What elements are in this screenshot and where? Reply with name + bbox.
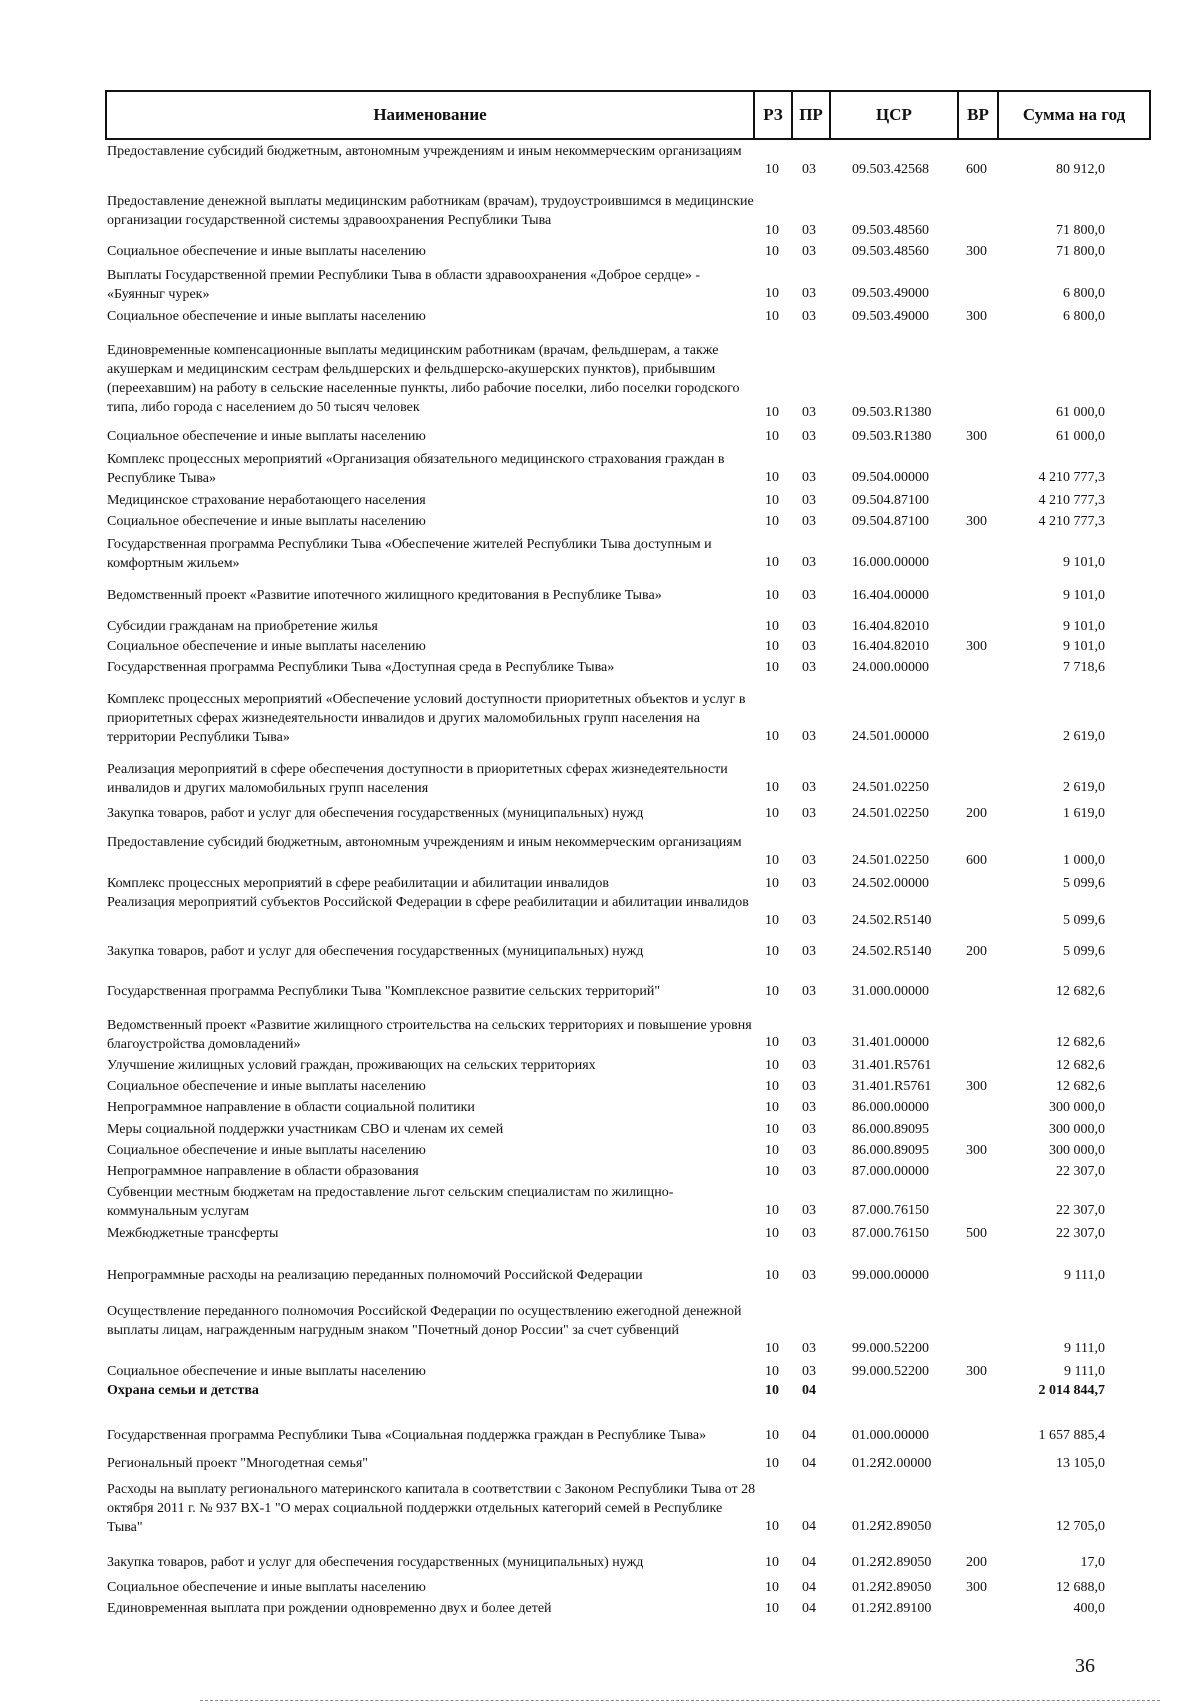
row-csr-cell: 31.401.R5761 bbox=[852, 1058, 932, 1073]
row-sum-cell: 300 000,0 bbox=[1049, 1122, 1105, 1137]
row-name-cell: Улучшение жилищных условий граждан, проживающих на сельских территориях bbox=[107, 1058, 596, 1073]
row-sum-cell: 71 800,0 bbox=[1056, 244, 1105, 259]
row-sum-cell: 17,0 bbox=[1080, 1555, 1105, 1570]
row-vr-cell: 300 bbox=[966, 639, 987, 654]
row-rz-cell: 10 bbox=[765, 984, 779, 999]
row-name-cell: Социальное обеспечение и иные выплаты населению bbox=[107, 429, 426, 444]
row-vr-cell: 300 bbox=[966, 514, 987, 529]
row-sum-cell: 9 111,0 bbox=[1064, 1341, 1105, 1356]
row-name-cell: Ведомственный проект «Развитие ипотечного жилищного кредитования в Республике Тыва» bbox=[107, 588, 662, 603]
row-pr-cell: 03 bbox=[802, 984, 816, 999]
row-name-cell: Государственная программа Республики Тыва "Комплексное развитие сельских территорий" bbox=[107, 984, 661, 999]
row-sum-cell: 12 682,6 bbox=[1056, 1058, 1105, 1073]
row-csr-cell: 24.502.R5140 bbox=[852, 913, 932, 928]
table-row bbox=[0, 1016, 1200, 1052]
row-name-cell: Меры социальной поддержки участникам СВО и членам их семей bbox=[107, 1122, 504, 1137]
table-row bbox=[0, 1578, 1200, 1597]
row-name-cell: Субвенции местным бюджетам на предоставление льгот сельским специалистам по жилищно-коммунальным услугам bbox=[107, 1185, 674, 1219]
row-rz-cell: 10 bbox=[765, 1580, 779, 1595]
row-sum-cell: 9 101,0 bbox=[1063, 588, 1105, 603]
row-csr-cell: 09.504.87100 bbox=[852, 514, 929, 529]
row-csr-cell: 16.000.00000 bbox=[852, 555, 929, 570]
row-csr-cell: 01.2Я2.89050 bbox=[852, 1555, 932, 1570]
table-row bbox=[0, 586, 1200, 605]
table-row bbox=[0, 833, 1200, 870]
row-sum-cell: 5 099,6 bbox=[1063, 944, 1105, 959]
row-csr-cell: 09.503.42568 bbox=[852, 162, 929, 177]
row-rz-cell: 10 bbox=[765, 1428, 779, 1443]
row-vr-cell: 600 bbox=[966, 853, 987, 868]
row-pr-cell: 03 bbox=[802, 1341, 816, 1356]
row-csr-cell: 24.501.02250 bbox=[852, 806, 929, 821]
row-pr-cell: 03 bbox=[802, 493, 816, 508]
table-row bbox=[0, 1120, 1200, 1139]
row-name-cell: Выплаты Государственной премии Республики Тыва в области здравоохранения «Доброе сердце» - «Буянныг чурек» bbox=[107, 268, 701, 302]
row-csr-cell: 87.000.76150 bbox=[852, 1203, 929, 1218]
row-csr-cell: 87.000.00000 bbox=[852, 1164, 929, 1179]
row-csr-cell: 24.502.00000 bbox=[852, 876, 929, 891]
row-vr-cell: 300 bbox=[966, 1580, 987, 1595]
row-rz-cell: 10 bbox=[765, 1203, 779, 1218]
row-rz-cell: 10 bbox=[765, 1226, 779, 1241]
row-csr-cell: 09.503.48560 bbox=[852, 244, 929, 259]
table-row bbox=[0, 1183, 1200, 1220]
row-rz-cell: 10 bbox=[765, 913, 779, 928]
row-sum-cell: 1 657 885,4 bbox=[1038, 1428, 1105, 1443]
row-rz-cell: 10 bbox=[765, 1058, 779, 1073]
row-csr-cell: 01.2Я2.89050 bbox=[852, 1519, 932, 1534]
row-sum-cell: 22 307,0 bbox=[1056, 1164, 1105, 1179]
row-pr-cell: 03 bbox=[802, 1164, 816, 1179]
row-rz-cell: 10 bbox=[765, 1555, 779, 1570]
row-vr-cell: 300 bbox=[966, 309, 987, 324]
row-sum-cell: 12 705,0 bbox=[1056, 1519, 1105, 1534]
row-rz-cell: 10 bbox=[765, 619, 779, 634]
row-name-cell: Медицинское страхование неработающего населения bbox=[107, 493, 426, 508]
row-sum-cell: 9 101,0 bbox=[1063, 619, 1105, 634]
row-csr-cell: 31.401.00000 bbox=[852, 1035, 929, 1050]
table-row bbox=[0, 1454, 1200, 1473]
table-row bbox=[0, 804, 1200, 823]
row-name-cell: Непрограммные расходы на реализацию переданных полномочий Российской Федерации bbox=[107, 1268, 643, 1283]
row-rz-cell: 10 bbox=[765, 286, 779, 301]
row-rz-cell: 10 bbox=[765, 853, 779, 868]
header-csr: ЦСР bbox=[831, 92, 959, 138]
row-csr-cell: 09.504.00000 bbox=[852, 470, 929, 485]
row-rz-cell: 10 bbox=[765, 1164, 779, 1179]
row-sum-cell: 13 105,0 bbox=[1056, 1456, 1105, 1471]
row-name-cell: Реализация мероприятий в сфере обеспечения доступности в приоритетных сферах жизнедеятельности инвалидов и других маломобильных групп населения bbox=[107, 762, 728, 796]
row-rz-cell: 10 bbox=[765, 1100, 779, 1115]
row-csr-cell: 09.503.48560 bbox=[852, 223, 929, 238]
table-row bbox=[0, 982, 1200, 1001]
row-pr-cell: 03 bbox=[802, 1203, 816, 1218]
table-row bbox=[0, 617, 1200, 636]
row-pr-cell: 03 bbox=[802, 913, 816, 928]
header-sum: Сумма на год bbox=[1022, 105, 1126, 124]
row-sum-cell: 12 688,0 bbox=[1056, 1580, 1105, 1595]
row-rz-cell: 10 bbox=[765, 1601, 779, 1616]
row-name-cell: Охрана семьи и детства bbox=[107, 1383, 259, 1398]
row-name-cell: Ведомственный проект «Развитие жилищного строительства на сельских территориях и повышение уровня благоустройства домовладений» bbox=[107, 1018, 752, 1052]
header-name: Наименование bbox=[107, 92, 755, 138]
row-sum-cell: 300 000,0 bbox=[1049, 1100, 1105, 1115]
row-name-cell: Единовременные компенсационные выплаты медицинским работникам (врачам, фельдшерам, а также акушеркам и медицинским сестрам фельдшерских и фельдшерско-акушерских пунктов), прибывшим (переехавшим) на работу в сельские населенные пункты, либо рабочие поселки, либо поселки городского типа, либо города с населением до 50 тысяч человек bbox=[107, 343, 740, 415]
table-row bbox=[0, 1599, 1200, 1618]
row-csr-cell: 16.404.00000 bbox=[852, 588, 929, 603]
row-sum-cell: 300 000,0 bbox=[1049, 1143, 1105, 1158]
row-pr-cell: 03 bbox=[802, 1268, 816, 1283]
table-row bbox=[0, 1056, 1200, 1075]
row-pr-cell: 03 bbox=[802, 1079, 816, 1094]
row-name-cell: Реализация мероприятий субъектов Российской Федерации в сфере реабилитации и абилитации инвалидов bbox=[107, 895, 749, 910]
row-rz-cell: 10 bbox=[765, 309, 779, 324]
table-row bbox=[0, 1141, 1200, 1160]
row-vr-cell: 300 bbox=[966, 1143, 987, 1158]
row-csr-cell: 09.503.49000 bbox=[852, 309, 929, 324]
table-row bbox=[0, 1362, 1200, 1381]
row-rz-cell: 10 bbox=[765, 806, 779, 821]
row-pr-cell: 03 bbox=[802, 244, 816, 259]
row-rz-cell: 10 bbox=[765, 660, 779, 675]
row-csr-cell: 31.401.R5761 bbox=[852, 1079, 932, 1094]
row-name-cell: Социальное обеспечение и иные выплаты населению bbox=[107, 514, 426, 529]
table-row bbox=[0, 690, 1200, 746]
table-row bbox=[0, 1553, 1200, 1572]
row-sum-cell: 5 099,6 bbox=[1063, 913, 1105, 928]
row-pr-cell: 03 bbox=[802, 729, 816, 744]
row-name-cell: Комплекс процессных мероприятий в сфере реабилитации и абилитации инвалидов bbox=[107, 876, 609, 891]
row-rz-cell: 10 bbox=[765, 244, 779, 259]
row-csr-cell: 01.000.00000 bbox=[852, 1428, 929, 1443]
row-sum-cell: 12 682,6 bbox=[1056, 984, 1105, 999]
row-csr-cell: 09.503.R1380 bbox=[852, 429, 932, 444]
table-row bbox=[0, 760, 1200, 797]
row-csr-cell: 99.000.52200 bbox=[852, 1341, 929, 1356]
row-pr-cell: 04 bbox=[802, 1580, 816, 1595]
row-vr-cell: 300 bbox=[966, 1364, 987, 1379]
row-sum-cell: 9 101,0 bbox=[1063, 555, 1105, 570]
table-row bbox=[0, 637, 1200, 656]
row-rz-cell: 10 bbox=[765, 944, 779, 959]
row-pr-cell: 03 bbox=[802, 1364, 816, 1379]
row-csr-cell: 16.404.82010 bbox=[852, 639, 929, 654]
row-name-cell: Социальное обеспечение и иные выплаты населению bbox=[107, 1143, 426, 1158]
row-name-cell: Межбюджетные трансферты bbox=[107, 1226, 279, 1241]
row-sum-cell: 9 111,0 bbox=[1064, 1364, 1105, 1379]
header-rz: РЗ bbox=[755, 92, 793, 138]
row-sum-cell: 12 682,6 bbox=[1056, 1079, 1105, 1094]
row-rz-cell: 10 bbox=[765, 1122, 779, 1137]
table-row bbox=[0, 874, 1200, 893]
row-rz-cell: 10 bbox=[765, 162, 779, 177]
row-sum-cell: 80 912,0 bbox=[1056, 162, 1105, 177]
row-pr-cell: 04 bbox=[802, 1555, 816, 1570]
row-csr-cell: 86.000.89095 bbox=[852, 1143, 929, 1158]
row-pr-cell: 04 bbox=[802, 1456, 816, 1471]
row-name-cell: Непрограммное направление в области образования bbox=[107, 1164, 419, 1179]
row-rz-cell: 10 bbox=[765, 470, 779, 485]
row-rz-cell: 10 bbox=[765, 405, 779, 420]
row-name-cell: Предоставление денежной выплаты медицинским работникам (врачам), трудоустроившимся в медицинские организации государственной системы здравоохранения Республики Тыва bbox=[107, 194, 754, 228]
row-csr-cell: 99.000.52200 bbox=[852, 1364, 929, 1379]
row-vr-cell: 300 bbox=[966, 244, 987, 259]
header-vr: ВР bbox=[959, 92, 999, 138]
table-row bbox=[0, 1162, 1200, 1181]
row-sum-cell: 71 800,0 bbox=[1056, 223, 1105, 238]
row-pr-cell: 04 bbox=[802, 1601, 816, 1616]
row-sum-cell: 22 307,0 bbox=[1056, 1203, 1105, 1218]
row-rz-cell: 10 bbox=[765, 493, 779, 508]
row-pr-cell: 03 bbox=[802, 309, 816, 324]
row-rz-cell: 10 bbox=[765, 729, 779, 744]
row-name-cell: Социальное обеспечение и иные выплаты населению bbox=[107, 244, 426, 259]
row-vr-cell: 200 bbox=[966, 1555, 987, 1570]
row-pr-cell: 03 bbox=[802, 1122, 816, 1137]
row-csr-cell: 01.2Я2.00000 bbox=[852, 1456, 932, 1471]
row-sum-cell: 9 101,0 bbox=[1063, 639, 1105, 654]
row-sum-cell: 61 000,0 bbox=[1056, 429, 1105, 444]
page-number: 36 bbox=[1075, 1655, 1095, 1677]
row-csr-cell: 24.502.R5140 bbox=[852, 944, 932, 959]
row-sum-cell: 2 619,0 bbox=[1063, 729, 1105, 744]
table-row bbox=[0, 512, 1200, 531]
table-row bbox=[0, 1302, 1200, 1358]
row-vr-cell: 600 bbox=[966, 162, 987, 177]
row-csr-cell: 86.000.00000 bbox=[852, 1100, 929, 1115]
row-name-cell: Социальное обеспечение и иные выплаты населению bbox=[107, 1580, 426, 1595]
row-sum-cell: 5 099,6 bbox=[1063, 876, 1105, 891]
row-name-cell: Социальное обеспечение и иные выплаты населению bbox=[107, 309, 426, 324]
row-name-cell: Комплекс процессных мероприятий «Обеспечение условий доступности приоритетных объектов и услуг в приоритетных сферах жизнедеятельности инвалидов и других маломобильных групп населения на территории Республики Тыва» bbox=[107, 692, 746, 745]
table-row bbox=[0, 341, 1200, 422]
row-pr-cell: 03 bbox=[802, 1035, 816, 1050]
row-sum-cell: 12 682,6 bbox=[1056, 1035, 1105, 1050]
row-name-cell: Субсидии гражданам на приобретение жилья bbox=[107, 619, 378, 634]
table-row bbox=[0, 242, 1200, 261]
row-pr-cell: 03 bbox=[802, 1058, 816, 1073]
row-csr-cell: 31.000.00000 bbox=[852, 984, 929, 999]
row-pr-cell: 03 bbox=[802, 514, 816, 529]
row-pr-cell: 03 bbox=[802, 1226, 816, 1241]
row-csr-cell: 86.000.89095 bbox=[852, 1122, 929, 1137]
row-csr-cell: 01.2Я2.89100 bbox=[852, 1601, 932, 1616]
row-name-cell: Закупка товаров, работ и услуг для обеспечения государственных (муниципальных) нужд bbox=[107, 806, 644, 821]
row-rz-cell: 10 bbox=[765, 1341, 779, 1356]
row-name-cell: Расходы на выплату регионального материнского капитала в соответствии с Законом Республики Тыва от 28 октября 2011 г. № 937 ВХ-1 "О мерах социальной поддержки отдельных категорий семей в Республике Тыва" bbox=[107, 1482, 756, 1535]
row-pr-cell: 03 bbox=[802, 876, 816, 891]
row-sum-cell: 1 619,0 bbox=[1063, 806, 1105, 821]
row-rz-cell: 10 bbox=[765, 1383, 779, 1398]
table-row bbox=[0, 491, 1200, 510]
row-name-cell: Единовременная выплата при рождении одновременно двух и более детей bbox=[107, 1601, 552, 1616]
row-csr-cell: 01.2Я2.89050 bbox=[852, 1580, 932, 1595]
row-rz-cell: 10 bbox=[765, 514, 779, 529]
row-rz-cell: 10 bbox=[765, 1364, 779, 1379]
row-rz-cell: 10 bbox=[765, 639, 779, 654]
row-name-cell: Непрограммное направление в области социальной политики bbox=[107, 1100, 475, 1115]
row-name-cell: Социальное обеспечение и иные выплаты населению bbox=[107, 639, 426, 654]
row-rz-cell: 10 bbox=[765, 1079, 779, 1094]
row-pr-cell: 03 bbox=[802, 223, 816, 238]
table-row bbox=[0, 1480, 1200, 1536]
row-rz-cell: 10 bbox=[765, 780, 779, 795]
row-csr-cell: 24.501.02250 bbox=[852, 853, 929, 868]
row-sum-cell: 2 619,0 bbox=[1063, 780, 1105, 795]
table-row bbox=[0, 658, 1200, 677]
row-rz-cell: 10 bbox=[765, 429, 779, 444]
row-csr-cell: 87.000.76150 bbox=[852, 1226, 929, 1241]
row-name-cell: Государственная программа Республики Тыва «Социальная поддержка граждан в Республике Тыва» bbox=[107, 1428, 707, 1443]
row-rz-cell: 10 bbox=[765, 223, 779, 238]
table-row bbox=[0, 1426, 1200, 1445]
row-name-cell: Социальное обеспечение и иные выплаты населению bbox=[107, 1364, 426, 1379]
row-pr-cell: 03 bbox=[802, 405, 816, 420]
row-sum-cell: 4 210 777,3 bbox=[1038, 493, 1105, 508]
row-rz-cell: 10 bbox=[765, 1035, 779, 1050]
table-row bbox=[0, 1266, 1200, 1285]
row-pr-cell: 03 bbox=[802, 780, 816, 795]
row-rz-cell: 10 bbox=[765, 588, 779, 603]
row-sum-cell: 1 000,0 bbox=[1063, 853, 1105, 868]
row-sum-cell: 4 210 777,3 bbox=[1038, 470, 1105, 485]
row-sum-cell: 6 800,0 bbox=[1063, 286, 1105, 301]
table-row bbox=[0, 1098, 1200, 1117]
row-name-cell: Предоставление субсидий бюджетным, автономным учреждениям и иным некоммерческим организациям bbox=[107, 835, 742, 850]
row-name-cell: Закупка товаров, работ и услуг для обеспечения государственных (муниципальных) нужд bbox=[107, 944, 644, 959]
row-pr-cell: 03 bbox=[802, 1143, 816, 1158]
row-rz-cell: 10 bbox=[765, 1268, 779, 1283]
row-name-cell: Осуществление переданного полномочия Российской Федерации по осуществлению ежегодной денежной выплаты лицам, награжденным нагрудным знаком "Почетный донор России" за счет субвенций bbox=[107, 1304, 742, 1338]
table-row bbox=[0, 1224, 1200, 1243]
row-sum-cell: 6 800,0 bbox=[1063, 309, 1105, 324]
row-name-cell: Комплекс процессных мероприятий «Организация обязательного медицинского страхования граждан в Республике Тыва» bbox=[107, 452, 725, 486]
table-row bbox=[0, 893, 1200, 930]
row-pr-cell: 04 bbox=[802, 1428, 816, 1443]
row-vr-cell: 200 bbox=[966, 944, 987, 959]
table-row bbox=[0, 142, 1200, 179]
row-pr-cell: 03 bbox=[802, 555, 816, 570]
row-pr-cell: 03 bbox=[802, 286, 816, 301]
row-pr-cell: 03 bbox=[802, 162, 816, 177]
row-csr-cell: 09.503.49000 bbox=[852, 286, 929, 301]
row-pr-cell: 03 bbox=[802, 853, 816, 868]
row-sum-cell: 2 014 844,7 bbox=[1038, 1383, 1105, 1398]
row-pr-cell: 03 bbox=[802, 1100, 816, 1115]
row-csr-cell: 16.404.82010 bbox=[852, 619, 929, 634]
row-pr-cell: 03 bbox=[802, 588, 816, 603]
row-name-cell: Предоставление субсидий бюджетным, автономным учреждениям и иным некоммерческим организациям bbox=[107, 144, 742, 159]
row-pr-cell: 03 bbox=[802, 429, 816, 444]
row-pr-cell: 04 bbox=[802, 1519, 816, 1534]
table-row bbox=[0, 450, 1200, 487]
row-csr-cell: 24.501.02250 bbox=[852, 780, 929, 795]
row-name-cell: Региональный проект "Многодетная семья" bbox=[107, 1456, 368, 1471]
row-csr-cell: 09.504.87100 bbox=[852, 493, 929, 508]
table-row bbox=[0, 942, 1200, 961]
footer-divider bbox=[200, 1700, 1160, 1701]
row-vr-cell: 500 bbox=[966, 1226, 987, 1241]
row-sum-cell: 4 210 777,3 bbox=[1038, 514, 1105, 529]
row-sum-cell: 61 000,0 bbox=[1056, 405, 1105, 420]
row-vr-cell: 300 bbox=[966, 429, 987, 444]
row-sum-cell: 7 718,6 bbox=[1063, 660, 1105, 675]
row-sum-cell: 400,0 bbox=[1073, 1601, 1105, 1616]
row-vr-cell: 200 bbox=[966, 806, 987, 821]
table-row bbox=[0, 1381, 1200, 1400]
row-pr-cell: 03 bbox=[802, 944, 816, 959]
table-row bbox=[0, 1077, 1200, 1096]
row-rz-cell: 10 bbox=[765, 876, 779, 891]
row-pr-cell: 04 bbox=[802, 1383, 816, 1398]
row-pr-cell: 03 bbox=[802, 806, 816, 821]
table-row bbox=[0, 535, 1200, 572]
row-sum-cell: 9 111,0 bbox=[1064, 1268, 1105, 1283]
header-pr: ПР bbox=[793, 92, 831, 138]
row-rz-cell: 10 bbox=[765, 1456, 779, 1471]
table-row bbox=[0, 192, 1200, 240]
row-name-cell: Закупка товаров, работ и услуг для обеспечения государственных (муниципальных) нужд bbox=[107, 1555, 644, 1570]
row-pr-cell: 03 bbox=[802, 660, 816, 675]
row-name-cell: Государственная программа Республики Тыва «Доступная среда в Республике Тыва» bbox=[107, 660, 615, 675]
row-csr-cell: 99.000.00000 bbox=[852, 1268, 929, 1283]
row-sum-cell: 22 307,0 bbox=[1056, 1226, 1105, 1241]
row-rz-cell: 10 bbox=[765, 555, 779, 570]
table-row bbox=[0, 307, 1200, 326]
row-csr-cell: 24.501.00000 bbox=[852, 729, 929, 744]
table-row bbox=[0, 427, 1200, 446]
row-pr-cell: 03 bbox=[802, 470, 816, 485]
row-csr-cell: 09.503.R1380 bbox=[852, 405, 932, 420]
row-name-cell: Государственная программа Республики Тыва «Обеспечение жителей Республики Тыва доступным и комфортным жильем» bbox=[107, 537, 712, 571]
row-pr-cell: 03 bbox=[802, 639, 816, 654]
row-name-cell: Социальное обеспечение и иные выплаты населению bbox=[107, 1079, 426, 1094]
table-row bbox=[0, 266, 1200, 303]
row-rz-cell: 10 bbox=[765, 1143, 779, 1158]
row-rz-cell: 10 bbox=[765, 1519, 779, 1534]
row-csr-cell: 24.000.00000 bbox=[852, 660, 929, 675]
row-pr-cell: 03 bbox=[802, 619, 816, 634]
row-vr-cell: 300 bbox=[966, 1079, 987, 1094]
